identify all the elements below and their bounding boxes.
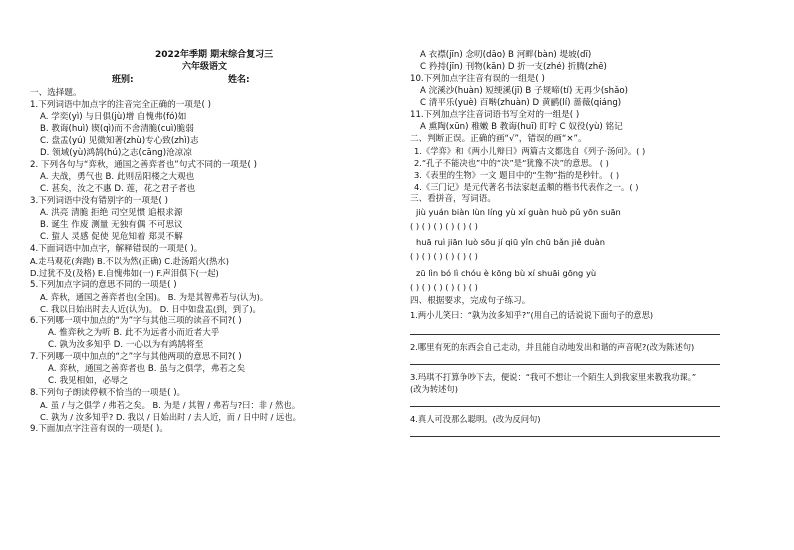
question-line: 1.《学弈》和《两小儿辩日》两篇古文都选自《列子·汤问》。( ) [414,146,646,156]
question-line: 1.下列词语中加点字的注音完全正确的一项是( ) [30,100,211,110]
section-heading: 二、判断正误。正确的画“√”，错误的画“×”。 [410,134,587,144]
answer-box-row[interactable]: ( ) ( ) ( ) ( ) ( ) ( ) [410,221,478,231]
answer-line[interactable] [410,334,720,335]
question-line: 8.下列句子朗读停顿不恰当的一项是( )。 [30,388,186,398]
option-line: A 浣溪沙(huàn) 短绠溪(jī) B 子规啼(tí) 无再少(shǎo) [420,86,628,96]
option-line: A.走马观花(奔跑) B.不以为然(正确) C.赴汤蹈火(热水) [30,256,229,266]
option-line: D.过犹不及(及格) E.自愧弗如(一) F.声泪俱下(一起) [30,268,219,278]
option-line: A. 虽 / 与之俱学 / 弗若之矣。 B. 为是 / 其智 / 弗若与?曰：非 / 然也。 [40,400,300,410]
answer-box-row[interactable]: ( ) ( ) ( ) ( ) ( ) ( ) [410,251,478,261]
question-line: 10.下列加点字注音有误的一组是( ) [410,74,545,84]
answer-line[interactable] [410,406,720,407]
question-line: 3.下列词语中没有错别字的一项是( ) [30,196,168,206]
option-line: C. 孰为汝多知乎 D. 一心以为有鸿鹄将至 [48,340,204,350]
answer-box-row[interactable]: ( ) ( ) ( ) ( ) ( ) ( ) [410,282,478,292]
option-line: A 衣襟(jīn) 念叨(dāo) B 河畔(bàn) 堤坡(dī) [420,50,592,60]
answer-line[interactable] [410,364,720,365]
answer-line[interactable] [410,436,720,437]
question-line: 一、选择题。 [30,88,82,98]
pinyin-row: zū lìn bó lì chóu è kōng bù xí shuāi gōng yù [416,268,597,278]
question-line: 2.“孔子不能决也”中的“决”是“犹豫不决”的意思。 ( ) [414,158,609,168]
option-line: B. 教诲(huì) 锲(qì)而不舍清脆(cuì)脆弱 [40,124,194,134]
option-line: A. 惟弈秋之为听 B. 此不为远者小而近者大乎 [48,328,220,338]
question-line: 4.《三门记》是元代著名书法家赵孟頫的楷书代表作之一。( ) [414,182,639,192]
page-subtitle: 六年级语文 [182,62,228,72]
section-heading: 四、根据要求，完成句子练习。 [410,296,531,306]
name-label: 姓名: [228,75,250,85]
option-line: A. 弈秋，通国之善弈者也(全国)。 B. 为是其智弗若与(认为)。 [40,292,269,302]
option-line: A. 夫战，勇气也 B. 此则岳阳楼之大观也 [40,172,195,182]
question-line: 3.《表里的生物》一文 题目中的“生物”指的是秒针。 ( ) [414,170,620,180]
option-line: D. 领域(yù)鸿鹄(hú)之志(cāng)沧凉凉 [40,148,192,158]
question-line: 2.哪里有死的东西会自己走动，并且能自动地发出和谐的声音呢?(改为陈述句) [410,342,695,352]
question-line: (改为转述句) [410,384,458,394]
option-line: C 清平乐(yuè) 百啭(zhuàn) D 黄鹂(lí) 蔷薇(qiáng) [420,98,622,108]
option-line: A. 学奕(yì) 与日俱(jù)增 自愧弗(fó)如 [40,112,187,122]
option-line: C. 我见相如，必辱之 [48,376,129,386]
option-line: C 矜持(jīn) 刊物(kān) D 折一支(zhé) 折腾(zhē) [420,62,607,72]
question-line: 11.下列加点字注音词语书写全对的一组是( ) [410,110,580,120]
pinyin-row: huā ruì jiān luò sōu jí qiū yǐn chū bǎn jiě duàn [416,237,606,247]
question-line: 1.两小儿笑曰：“孰为汝多知乎?”(用自己的话说说下面句子的意思) [410,310,654,320]
page-title: 2022年季期 期末综合复习三 [155,50,274,60]
class-label: 班别: [112,75,134,85]
question-line: 2. 下列各句与“弈秋，通国之善弈者也”句式不同的一项是( ) [30,160,257,170]
question-line: 6.下列哪一项中加点的“为”字与其他三项的读音不同?( ) [30,316,242,326]
option-line: C. 孰为 / 汝多知乎? D. 我以 / 日始出时 / 去人近，而 / 日中时 / 远也。 [40,412,301,422]
option-line: A. 洪亮 清脆 拒绝 司空见惯 追根求源 [40,208,183,218]
question-line: 5.下列加点字词的意思不同的一项是( ) [30,280,177,290]
question-line: 3.玛琪不打算争吵下去，便说：“我可不想让一个陌生人到我家里来教我功课。” [410,372,697,382]
question-line: 4.真人可没那么聪明。(改为反问句) [410,414,541,424]
option-line: C. 甚矣，汝之不惠 D. 莲，花之君子者也 [40,184,196,194]
option-line: B. 诞生 作废 测量 无独有偶 不可思议 [40,220,183,230]
section-heading: 三、看拼音，写词语。 [410,194,496,204]
question-line: 4.下面词语中加点字，解释错误的一项是( )。 [30,244,203,254]
option-line: C. 我以日始出时去人近(认为)。 D. 日中如盘盂(到，到了)。 [40,304,261,314]
option-line: A 熏陶(xūn) 稚嫩 B 教诲(huī) 盯咛 C 奴役(yù) 铭记 [420,122,623,132]
question-line: 7.下列哪一项中加点的“之”字与其他两项的意思不同?( ) [30,352,242,362]
option-line: C. 蜇人 灵感 促使 见危知着 郑灵不解 [40,232,183,242]
pinyin-row: jiù yuán biàn lùn líng yù xí guàn huò pǔ yōn suān [416,207,621,217]
question-line: 9.下面加点字注音有误的一项是( )。 [30,424,168,434]
option-line: A. 弈秋，通国之善弈者也 B. 虽与之俱学，弗若之矣 [48,364,246,374]
option-line: C. 盘盂(yú) 见微知著(zhù)专心致(zhì)志 [40,136,199,146]
